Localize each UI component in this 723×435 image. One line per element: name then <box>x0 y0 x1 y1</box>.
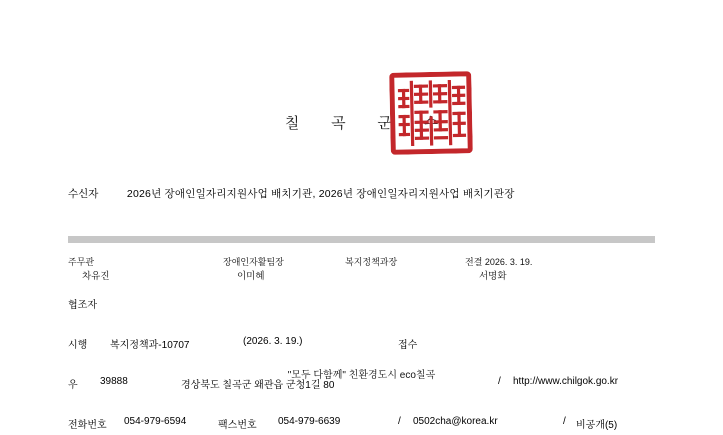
approval-role-4: 전결 2026. 3. 19. <box>465 257 533 267</box>
postal-label: 우 <box>68 380 78 391</box>
execution-label: 시행 <box>68 340 88 351</box>
execution-line <box>68 336 668 355</box>
page-title: 칠 곡 군 수 <box>284 116 453 132</box>
recipient-label: 수신자 <box>68 188 99 200</box>
telephone-number: 054-979-6594 <box>124 416 187 427</box>
section-divider <box>68 236 655 243</box>
approval-role-2: 장애인자활팀장 <box>223 257 284 267</box>
fax-number: 054-979-6639 <box>278 416 341 427</box>
title-row <box>0 112 723 142</box>
email-address[interactable]: 0502cha@korea.kr <box>413 416 498 427</box>
approval-cell-4 <box>465 256 532 284</box>
fax-label: 팩스번호 <box>218 420 257 431</box>
receipt-label: 접수 <box>398 340 418 351</box>
contact-line <box>68 416 668 435</box>
telephone-label: 전화번호 <box>68 420 107 431</box>
recipient-value: 2026년 장애인일자리지원사업 배치기관, 2026년 장애인일자리지원사업 배치기관장 <box>126 188 515 200</box>
approval-cell-2 <box>223 256 284 284</box>
city-slogan: "모두 다함께" 친환경도시 eco칠곡 <box>287 370 436 381</box>
approval-role-1: 주무관 <box>68 257 95 267</box>
cooperation-line <box>68 296 668 315</box>
approval-person-4: 서명화 <box>479 271 507 283</box>
zipcode: 39888 <box>100 376 128 387</box>
official-seal-icon <box>389 71 473 155</box>
approval-person-2: 이미혜 <box>237 271 265 283</box>
approval-cell-1 <box>68 256 110 284</box>
execution-document-number: 복지정책과-10707 <box>110 340 190 351</box>
homepage-url[interactable]: http://www.chilgok.go.kr <box>513 376 619 387</box>
separator-slash-3: / <box>563 416 566 427</box>
disclosure-status: 비공개(5) <box>576 420 618 431</box>
approval-row <box>68 256 658 290</box>
separator-slash-2: / <box>398 416 401 427</box>
recipient-row <box>68 186 515 201</box>
approval-role-3: 복지정책과장 <box>345 257 398 267</box>
execution-date: (2026. 3. 19.) <box>243 336 303 347</box>
address-text: 경상북도 칠곡군 왜관읍 군청1길 80 <box>181 380 335 391</box>
approval-cell-3 <box>345 256 397 271</box>
approval-person-1: 차유진 <box>82 271 110 283</box>
separator-slash-1: / <box>498 376 501 387</box>
cooperation-label: 협조자 <box>68 300 97 311</box>
